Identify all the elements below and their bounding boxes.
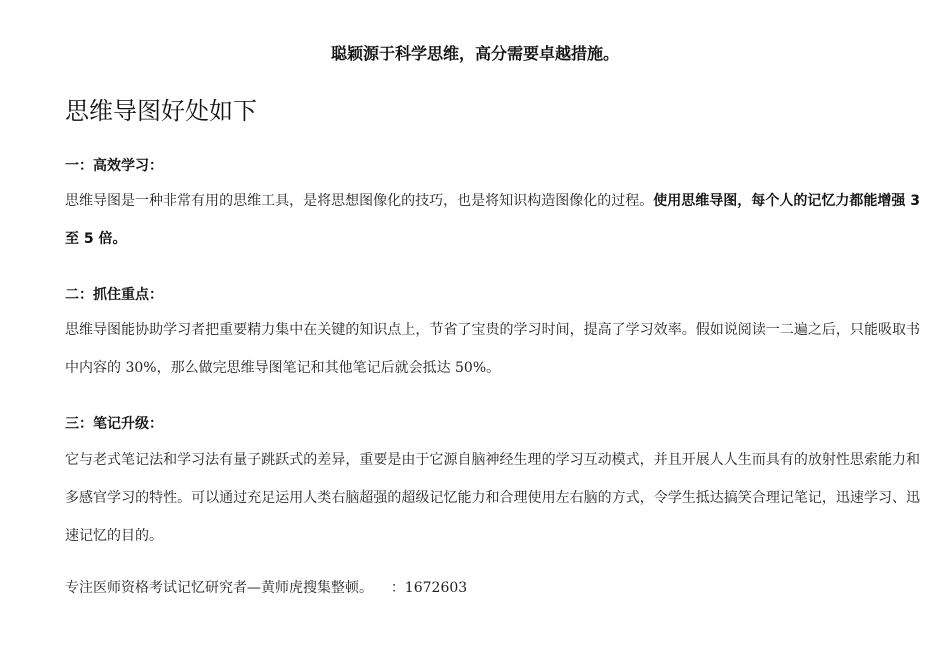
section-title-note-upgrade: 三：笔记升级： <box>65 416 163 432</box>
section-title-key-points: 二：抓住重点： <box>65 287 163 303</box>
document-top-title: 聪颖源于科学思维，高分需要卓越措施。 <box>330 44 619 63</box>
section-body-bold-text: 使用思维导图，每个人的记忆力都能增强 3 至 5 倍。 <box>65 193 920 247</box>
footer-contact: ：1672603 <box>390 580 468 596</box>
section-body-text: 思维导图是一种非常有用的思维工具，是将思想图像化的技巧，也是将知识构造图像化的过程。 <box>65 193 654 209</box>
section-body-efficient-learning <box>65 182 920 258</box>
section-body-note-upgrade: 它与老式笔记法和学习法有量子跳跃式的差异，重要是由于它源自脑神经生理的学习互动模式，并且开展人人生而具有的放射性思索能力和多感官学习的特性。可以通过充足运用人类右脑超强的超级记忆能力和合理使用左右脑的方式，令学生抵达搞笑合理记笔记，迅速学习、迅速记忆的目的。 <box>65 452 920 544</box>
document-footer <box>65 578 467 598</box>
document-heading: 思维导图好处如下 <box>65 97 257 125</box>
footer-text: 专注医师资格考试记忆研究者—黄师虎搜集整顿。 <box>65 580 373 596</box>
section-title-efficient-learning: 一：高效学习： <box>65 158 163 174</box>
section-body-key-points: 思维导图能协助学习者把重要精力集中在关键的知识点上，节省了宝贵的学习时间，提高了学习效率。假如说阅读一二遍之后，只能吸取书中内容的 30%，那么做完思维导图笔记和其他笔记后就会抵达 50%。 <box>65 322 920 376</box>
